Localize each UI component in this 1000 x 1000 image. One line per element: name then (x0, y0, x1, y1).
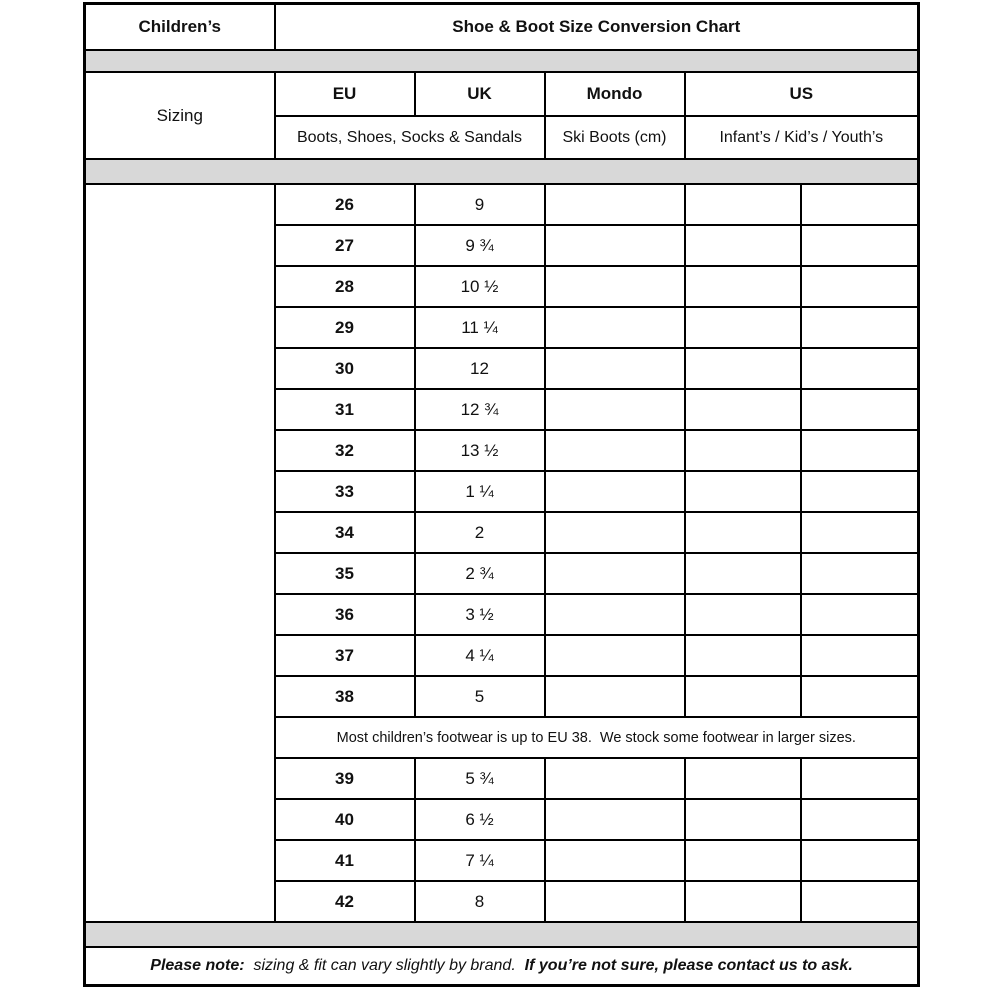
column-header-row (85, 72, 919, 116)
sizing-column-empty (85, 184, 275, 922)
footer-note-emphasis: If you’re not sure, please contact us to ask. (524, 957, 853, 974)
cell-us-value-1 (685, 471, 801, 512)
footer-note-middle: sizing & fit can vary slightly by brand. (244, 957, 525, 974)
cell-uk-value: 5 (415, 676, 545, 717)
cell-mondo-value (545, 758, 685, 799)
cell-us-value-1 (685, 266, 801, 307)
cell-eu-value: 27 (275, 225, 415, 266)
cell-mondo-value (545, 553, 685, 594)
cell-uk-value: 2 ¾ (415, 553, 545, 594)
cell-us-value-2 (801, 594, 919, 635)
cell-eu-value: 28 (275, 266, 415, 307)
cell-eu-value: 39 (275, 758, 415, 799)
cell-eu-value: 40 (275, 799, 415, 840)
cell-uk-value: 7 ¼ (415, 840, 545, 881)
cell-us-value-1 (685, 512, 801, 553)
cell-us-value-2 (801, 225, 919, 266)
cell-uk-value: 9 (415, 184, 545, 225)
cell-uk-value: 8 (415, 881, 545, 922)
cell-eu-value: 41 (275, 840, 415, 881)
cell-uk-value: 13 ½ (415, 430, 545, 471)
column-header-uk: UK (415, 72, 545, 116)
cell-eu-value: 32 (275, 430, 415, 471)
cell-uk-value: 12 ¾ (415, 389, 545, 430)
cell-us-value-2 (801, 635, 919, 676)
cell-us-value-1 (685, 348, 801, 389)
subheader-mondo: Ski Boots (cm) (545, 116, 685, 159)
cell-mondo-value (545, 512, 685, 553)
size-row (85, 184, 919, 225)
footer-note-lead: Please note: (150, 957, 245, 974)
cell-us-value-1 (685, 184, 801, 225)
cell-uk-value: 12 (415, 348, 545, 389)
cell-eu-value: 30 (275, 348, 415, 389)
cell-mondo-value (545, 594, 685, 635)
cell-mondo-value (545, 225, 685, 266)
cell-us-value-2 (801, 184, 919, 225)
cell-us-value-1 (685, 758, 801, 799)
size-conversion-table (83, 2, 920, 987)
cell-us-value-1 (685, 594, 801, 635)
cell-us-value-2 (801, 881, 919, 922)
cell-us-value-2 (801, 307, 919, 348)
cell-mondo-value (545, 389, 685, 430)
cell-us-value-2 (801, 266, 919, 307)
title-row (85, 4, 919, 51)
cell-uk-value: 5 ¾ (415, 758, 545, 799)
cell-us-value-1 (685, 389, 801, 430)
cell-us-value-2 (801, 512, 919, 553)
cell-mondo-value (545, 676, 685, 717)
subheader-eu-uk: Boots, Shoes, Socks & Sandals (275, 116, 545, 159)
cell-uk-value: 4 ¼ (415, 635, 545, 676)
cell-us-value-1 (685, 430, 801, 471)
cell-us-value-2 (801, 389, 919, 430)
divider-row-mid (85, 159, 919, 184)
cell-us-value-1 (685, 635, 801, 676)
cell-mondo-value (545, 184, 685, 225)
cell-eu-value: 42 (275, 881, 415, 922)
gray-divider-bar-mid (85, 159, 919, 184)
cell-eu-value: 33 (275, 471, 415, 512)
footwear-note: Most children’s footwear is up to EU 38. We stock some footwear in larger sizes. (275, 717, 919, 758)
cell-us-value-1 (685, 676, 801, 717)
cell-us-value-2 (801, 799, 919, 840)
cell-eu-value: 38 (275, 676, 415, 717)
cell-mondo-value (545, 430, 685, 471)
divider-row-bottom (85, 922, 919, 947)
cell-mondo-value (545, 307, 685, 348)
cell-eu-value: 37 (275, 635, 415, 676)
cell-us-value-2 (801, 430, 919, 471)
page-title: Shoe & Boot Size Conversion Chart (275, 4, 919, 51)
cell-mondo-value (545, 881, 685, 922)
cell-uk-value: 6 ½ (415, 799, 545, 840)
cell-uk-value: 2 (415, 512, 545, 553)
cell-eu-value: 31 (275, 389, 415, 430)
cell-us-value-2 (801, 676, 919, 717)
footer-note (85, 947, 919, 986)
cell-uk-value: 3 ½ (415, 594, 545, 635)
cell-mondo-value (545, 635, 685, 676)
corner-label: Children’s (85, 4, 275, 51)
cell-uk-value: 9 ¾ (415, 225, 545, 266)
cell-mondo-value (545, 348, 685, 389)
cell-eu-value: 29 (275, 307, 415, 348)
gray-divider-bar-bottom (85, 922, 919, 947)
divider-row-top (85, 50, 919, 72)
cell-eu-value: 35 (275, 553, 415, 594)
cell-mondo-value (545, 471, 685, 512)
cell-uk-value: 10 ½ (415, 266, 545, 307)
cell-uk-value: 11 ¼ (415, 307, 545, 348)
cell-us-value-1 (685, 225, 801, 266)
cell-us-value-1 (685, 799, 801, 840)
cell-us-value-2 (801, 758, 919, 799)
subheader-us: Infant’s / Kid’s / Youth’s (685, 116, 919, 159)
cell-us-value-1 (685, 881, 801, 922)
cell-us-value-2 (801, 553, 919, 594)
cell-eu-value: 34 (275, 512, 415, 553)
cell-us-value-1 (685, 307, 801, 348)
column-header-eu: EU (275, 72, 415, 116)
cell-mondo-value (545, 799, 685, 840)
footer-row (85, 947, 919, 986)
cell-mondo-value (545, 840, 685, 881)
cell-mondo-value (545, 266, 685, 307)
cell-eu-value: 36 (275, 594, 415, 635)
cell-us-value-2 (801, 471, 919, 512)
cell-us-value-1 (685, 840, 801, 881)
cell-us-value-2 (801, 348, 919, 389)
conversion-chart-sheet (83, 2, 917, 987)
cell-uk-value: 1 ¼ (415, 471, 545, 512)
size-table-body (85, 184, 919, 922)
cell-eu-value: 26 (275, 184, 415, 225)
cell-us-value-1 (685, 553, 801, 594)
gray-divider-bar-top (85, 50, 919, 72)
column-header-us: US (685, 72, 919, 116)
sizing-header: Sizing (85, 72, 275, 159)
column-header-mondo: Mondo (545, 72, 685, 116)
cell-us-value-2 (801, 840, 919, 881)
